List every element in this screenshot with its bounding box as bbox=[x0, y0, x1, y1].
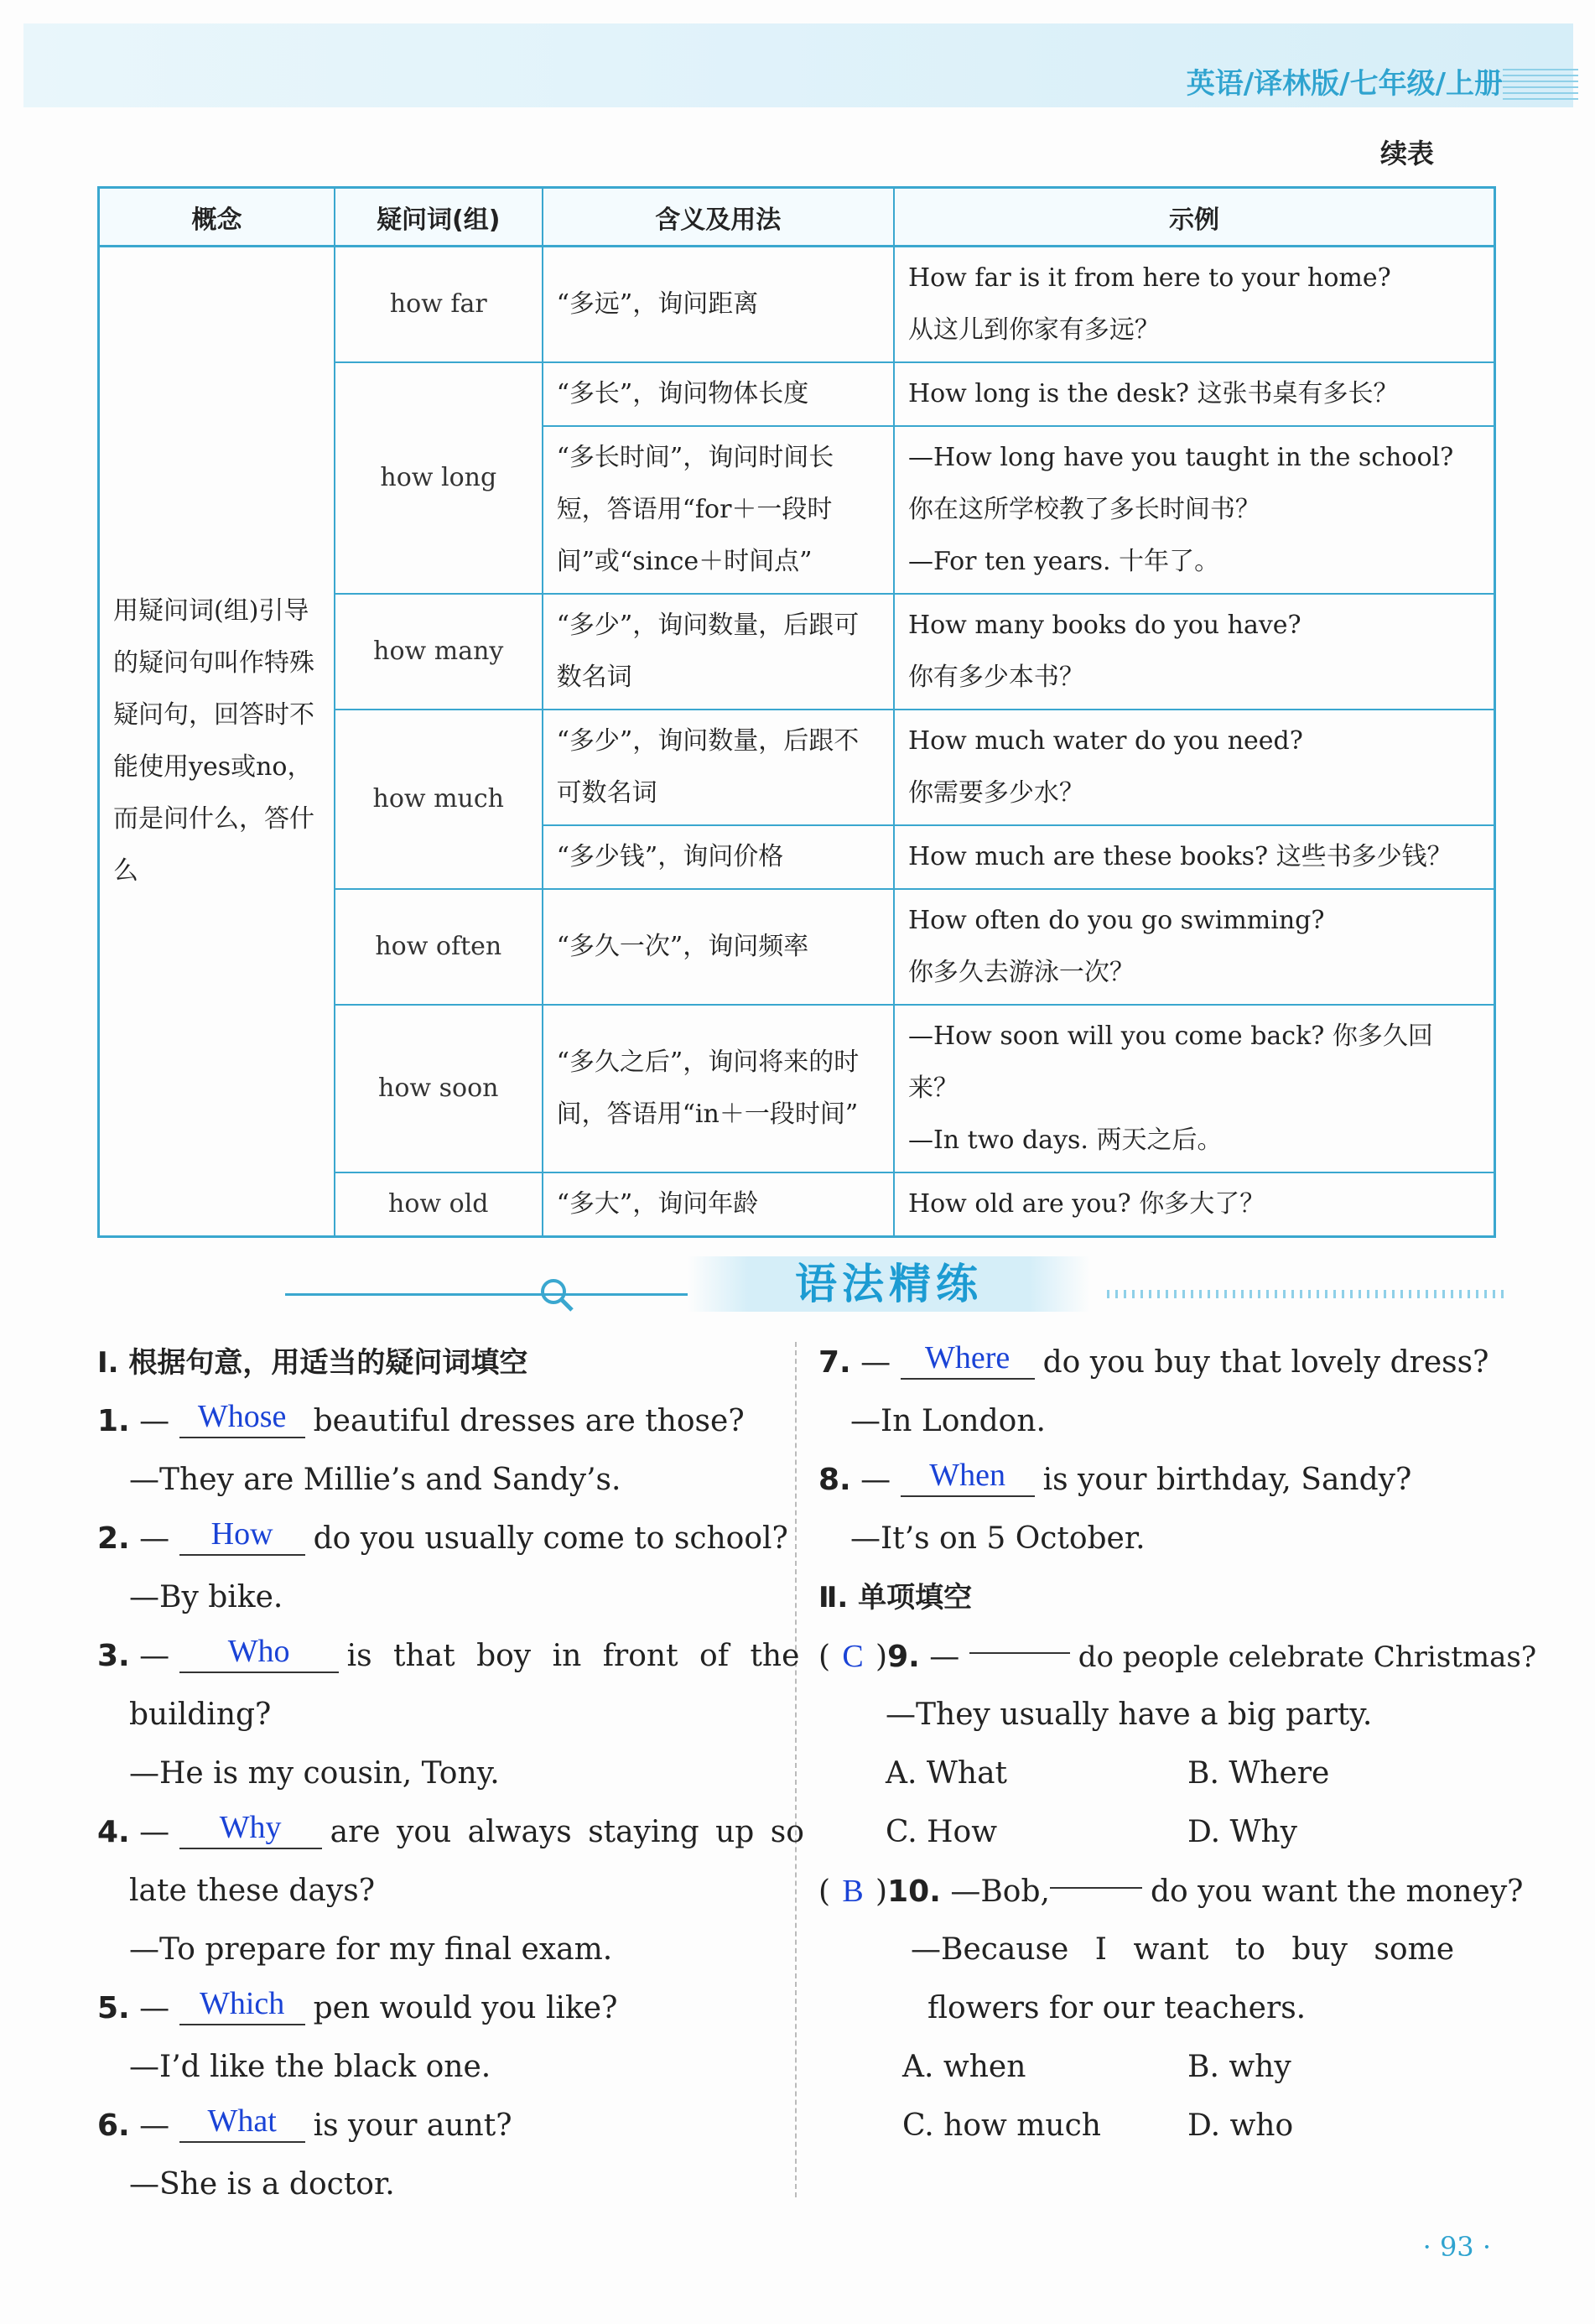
answer-text: Where bbox=[924, 1339, 1011, 1375]
question-number: 6. bbox=[97, 2108, 130, 2143]
question-reply: —In London. bbox=[850, 1404, 1046, 1438]
answer-text: Why bbox=[219, 1809, 282, 1845]
usage-cell: “多长”，询问物体长度 bbox=[543, 362, 894, 426]
example-cell bbox=[894, 710, 1495, 825]
example-line: —In two days. 两天之后。 bbox=[907, 1126, 1223, 1155]
left-column bbox=[97, 1334, 804, 2214]
question-text: is your birthday, Sandy? bbox=[1042, 1463, 1412, 1497]
question-number: 5. bbox=[97, 1991, 130, 2025]
answer-blank[interactable] bbox=[179, 1515, 305, 1556]
example-line: 你多久去游泳一次？ bbox=[907, 958, 1135, 987]
option[interactable]: D. who bbox=[1187, 2108, 1294, 2143]
option[interactable]: D. Why bbox=[1187, 1815, 1297, 1849]
question-text: beautiful dresses are those? bbox=[313, 1404, 745, 1438]
phrase-cell: how soon bbox=[335, 1005, 543, 1172]
option[interactable]: C. How bbox=[886, 1815, 998, 1849]
phrase-cell: how old bbox=[335, 1172, 543, 1237]
choice-answer[interactable]: C bbox=[842, 1639, 864, 1674]
question-number: 8. bbox=[818, 1463, 851, 1497]
options-row bbox=[818, 2038, 1506, 2097]
question-9: ( C )9. — do people celebrate Christmas? bbox=[818, 1627, 1506, 1686]
continued-label: 续表 bbox=[1379, 138, 1434, 169]
question-text: is your aunt? bbox=[313, 2108, 512, 2143]
usage-cell: “多少”，询问数量，后跟可数名词 bbox=[543, 594, 894, 710]
usage-cell: “多大”，询问年龄 bbox=[543, 1172, 894, 1237]
question-reply-continued: flowers for our teachers. bbox=[927, 1991, 1307, 2025]
answer-text: How bbox=[210, 1516, 273, 1552]
question-5: 5. — Which pen would you like? bbox=[97, 1985, 618, 2025]
question-text: is that boy in front of the bbox=[346, 1639, 800, 1673]
question-text: do you want the money? bbox=[1150, 1874, 1524, 1909]
question-continuation: building? bbox=[129, 1698, 272, 1732]
example-line: How often do you go swimming? bbox=[907, 906, 1325, 935]
answer-blank[interactable] bbox=[179, 1632, 339, 1673]
part2-heading: Ⅱ. 单项填空 bbox=[818, 1581, 973, 1614]
choice-answer[interactable]: B bbox=[842, 1874, 864, 1909]
question-reply: —They usually have a big party. bbox=[886, 1698, 1373, 1732]
question-text: are you always staying up so bbox=[330, 1815, 804, 1849]
header-phrase: 疑问词(组) bbox=[335, 188, 543, 247]
option[interactable]: B. Where bbox=[1187, 1756, 1330, 1791]
question-number: 4. bbox=[97, 1815, 130, 1849]
magnifier-icon bbox=[537, 1275, 575, 1313]
question-7: 7. — Where do you buy that lovely dress? bbox=[818, 1339, 1489, 1380]
section-header bbox=[101, 1241, 1493, 1325]
usage-cell: “多少钱”，询问价格 bbox=[543, 825, 894, 889]
example-cell bbox=[894, 594, 1495, 710]
usage-cell: “多长时间”，询问时间长短，答语用“for＋一段时间”或“since＋时间点” bbox=[543, 426, 894, 594]
example-line: How old are you? 你多大了？ bbox=[907, 1189, 1265, 1219]
book-title: 英语/译林版/七年级/上册 bbox=[1186, 67, 1503, 101]
question-reply: —He is my cousin, Tony. bbox=[129, 1756, 500, 1791]
example-cell bbox=[894, 1172, 1495, 1237]
option[interactable]: B. why bbox=[1187, 2050, 1291, 2084]
page-number: · 93 · bbox=[1422, 2231, 1491, 2263]
example-line: How many books do you have? bbox=[907, 611, 1301, 640]
example-cell bbox=[894, 825, 1495, 889]
concept-cell: 用疑问词(组)引导的疑问句叫作特殊疑问句，回答时不能使用yes或no，而是问什么，答什么 bbox=[99, 247, 335, 1237]
question-10: ( B )10. —Bob, do you want the money? bbox=[818, 1862, 1506, 1921]
question-number: 9. bbox=[887, 1640, 920, 1674]
right-column bbox=[818, 1334, 1537, 2155]
option[interactable]: A. What bbox=[886, 1756, 1008, 1791]
question-text: do you usually come to school? bbox=[313, 1521, 788, 1556]
question-reply: —Because I want to buy some bbox=[911, 1932, 1455, 1967]
example-line: How much water do you need? bbox=[907, 726, 1303, 756]
header-example: 示例 bbox=[894, 188, 1495, 247]
example-cell bbox=[894, 1005, 1495, 1172]
answer-text: Whose bbox=[197, 1398, 287, 1434]
section-title: 语法精练 bbox=[688, 1256, 1090, 1312]
question-reply: —She is a doctor. bbox=[129, 2167, 395, 2202]
column-divider bbox=[795, 1342, 797, 2197]
question-continuation: late these days? bbox=[129, 1874, 375, 1908]
answer-text: Who bbox=[227, 1633, 290, 1669]
question-prefix: —Bob, bbox=[950, 1874, 1050, 1909]
answer-blank[interactable] bbox=[179, 1397, 305, 1438]
usage-cell: “多远”，询问距离 bbox=[543, 247, 894, 363]
question-6: 6. — What is your aunt? bbox=[97, 2103, 512, 2143]
example-line: —How long have you taught in the school? bbox=[907, 443, 1454, 472]
phrase-cell: how many bbox=[335, 594, 543, 710]
example-line: —How soon will you come back? 你多久回来？ bbox=[907, 1022, 1433, 1103]
answer-blank[interactable] bbox=[901, 1339, 1035, 1380]
options-row bbox=[818, 1803, 1506, 1862]
header-usage: 含义及用法 bbox=[543, 188, 894, 247]
question-text: do you buy that lovely dress? bbox=[1042, 1345, 1489, 1380]
question-4: 4. — Why are you always staying up so bbox=[97, 1809, 804, 1849]
example-line: 你有多少本书？ bbox=[907, 663, 1084, 692]
question-number: 2. bbox=[97, 1521, 130, 1556]
example-line: —For ten years. 十年了。 bbox=[907, 547, 1220, 576]
header-concept: 概念 bbox=[99, 188, 335, 247]
question-1: 1. — Whose beautiful dresses are those? bbox=[97, 1398, 745, 1438]
question-number: 7. bbox=[818, 1345, 851, 1380]
options-row bbox=[818, 2097, 1506, 2155]
question-reply: —To prepare for my final exam. bbox=[129, 1932, 613, 1967]
usage-cell: “多久一次”，询问频率 bbox=[543, 889, 894, 1005]
answer-blank[interactable] bbox=[1050, 1887, 1142, 1889]
example-cell bbox=[894, 362, 1495, 426]
example-cell bbox=[894, 426, 1495, 594]
question-number: 10. bbox=[887, 1874, 941, 1909]
section-dots bbox=[1107, 1290, 1509, 1298]
example-line: How much are these books? 这些书多少钱？ bbox=[907, 842, 1452, 871]
example-cell bbox=[894, 889, 1495, 1005]
question-text: pen would you like? bbox=[313, 1991, 618, 2025]
question-reply: —They are Millie’s and Sandy’s. bbox=[129, 1463, 621, 1497]
question-3: 3. — Who is that boy in front of the bbox=[97, 1633, 800, 1673]
answer-text: What bbox=[207, 2103, 277, 2139]
header-decoration bbox=[1503, 69, 1578, 102]
table-row bbox=[99, 247, 1495, 363]
phrase-cell: how often bbox=[335, 889, 543, 1005]
answer-blank[interactable] bbox=[179, 2102, 305, 2143]
grammar-table bbox=[97, 186, 1496, 1238]
question-text: do people celebrate Christmas? bbox=[1078, 1640, 1537, 1674]
example-line: 从这儿到你家有多远？ bbox=[907, 315, 1160, 345]
section-line bbox=[285, 1293, 688, 1296]
question-8: 8. — When is your birthday, Sandy? bbox=[818, 1457, 1412, 1497]
table-header-row bbox=[99, 188, 1495, 247]
answer-blank[interactable] bbox=[179, 1808, 322, 1849]
example-cell bbox=[894, 247, 1495, 363]
question-reply: —I’d like the black one. bbox=[129, 2050, 491, 2084]
phrase-cell: how far bbox=[335, 247, 543, 363]
answer-blank[interactable] bbox=[969, 1652, 1070, 1654]
part1-heading: Ⅰ. 根据句意，用适当的疑问词填空 bbox=[97, 1346, 528, 1380]
usage-cell: “多久之后”，询问将来的时间，答语用“in＋一段时间” bbox=[543, 1005, 894, 1172]
answer-text: When bbox=[929, 1457, 1005, 1493]
answer-blank[interactable] bbox=[901, 1456, 1035, 1497]
example-line: 你需要多少水？ bbox=[907, 778, 1084, 808]
example-line: 你在这所学校教了多长时间书？ bbox=[907, 495, 1260, 524]
options-row bbox=[818, 1744, 1506, 1803]
example-line: How long is the desk? 这张书桌有多长？ bbox=[907, 379, 1399, 408]
question-reply: —It’s on 5 October. bbox=[850, 1521, 1146, 1556]
phrase-cell: how long bbox=[335, 362, 543, 594]
example-line: How far is it from here to your home? bbox=[907, 263, 1391, 293]
option[interactable]: C. how much bbox=[902, 2108, 1101, 2143]
question-number: 3. bbox=[97, 1639, 130, 1673]
question-number: 1. bbox=[97, 1404, 130, 1438]
answer-text: Which bbox=[199, 1985, 285, 2021]
option[interactable]: A. when bbox=[902, 2050, 1026, 2084]
usage-cell: “多少”，询问数量，后跟不可数名词 bbox=[543, 710, 894, 825]
phrase-cell: how much bbox=[335, 710, 543, 889]
answer-blank[interactable] bbox=[179, 1984, 305, 2025]
question-reply: —By bike. bbox=[129, 1580, 283, 1614]
question-2: 2. — How do you usually come to school? bbox=[97, 1516, 788, 1556]
